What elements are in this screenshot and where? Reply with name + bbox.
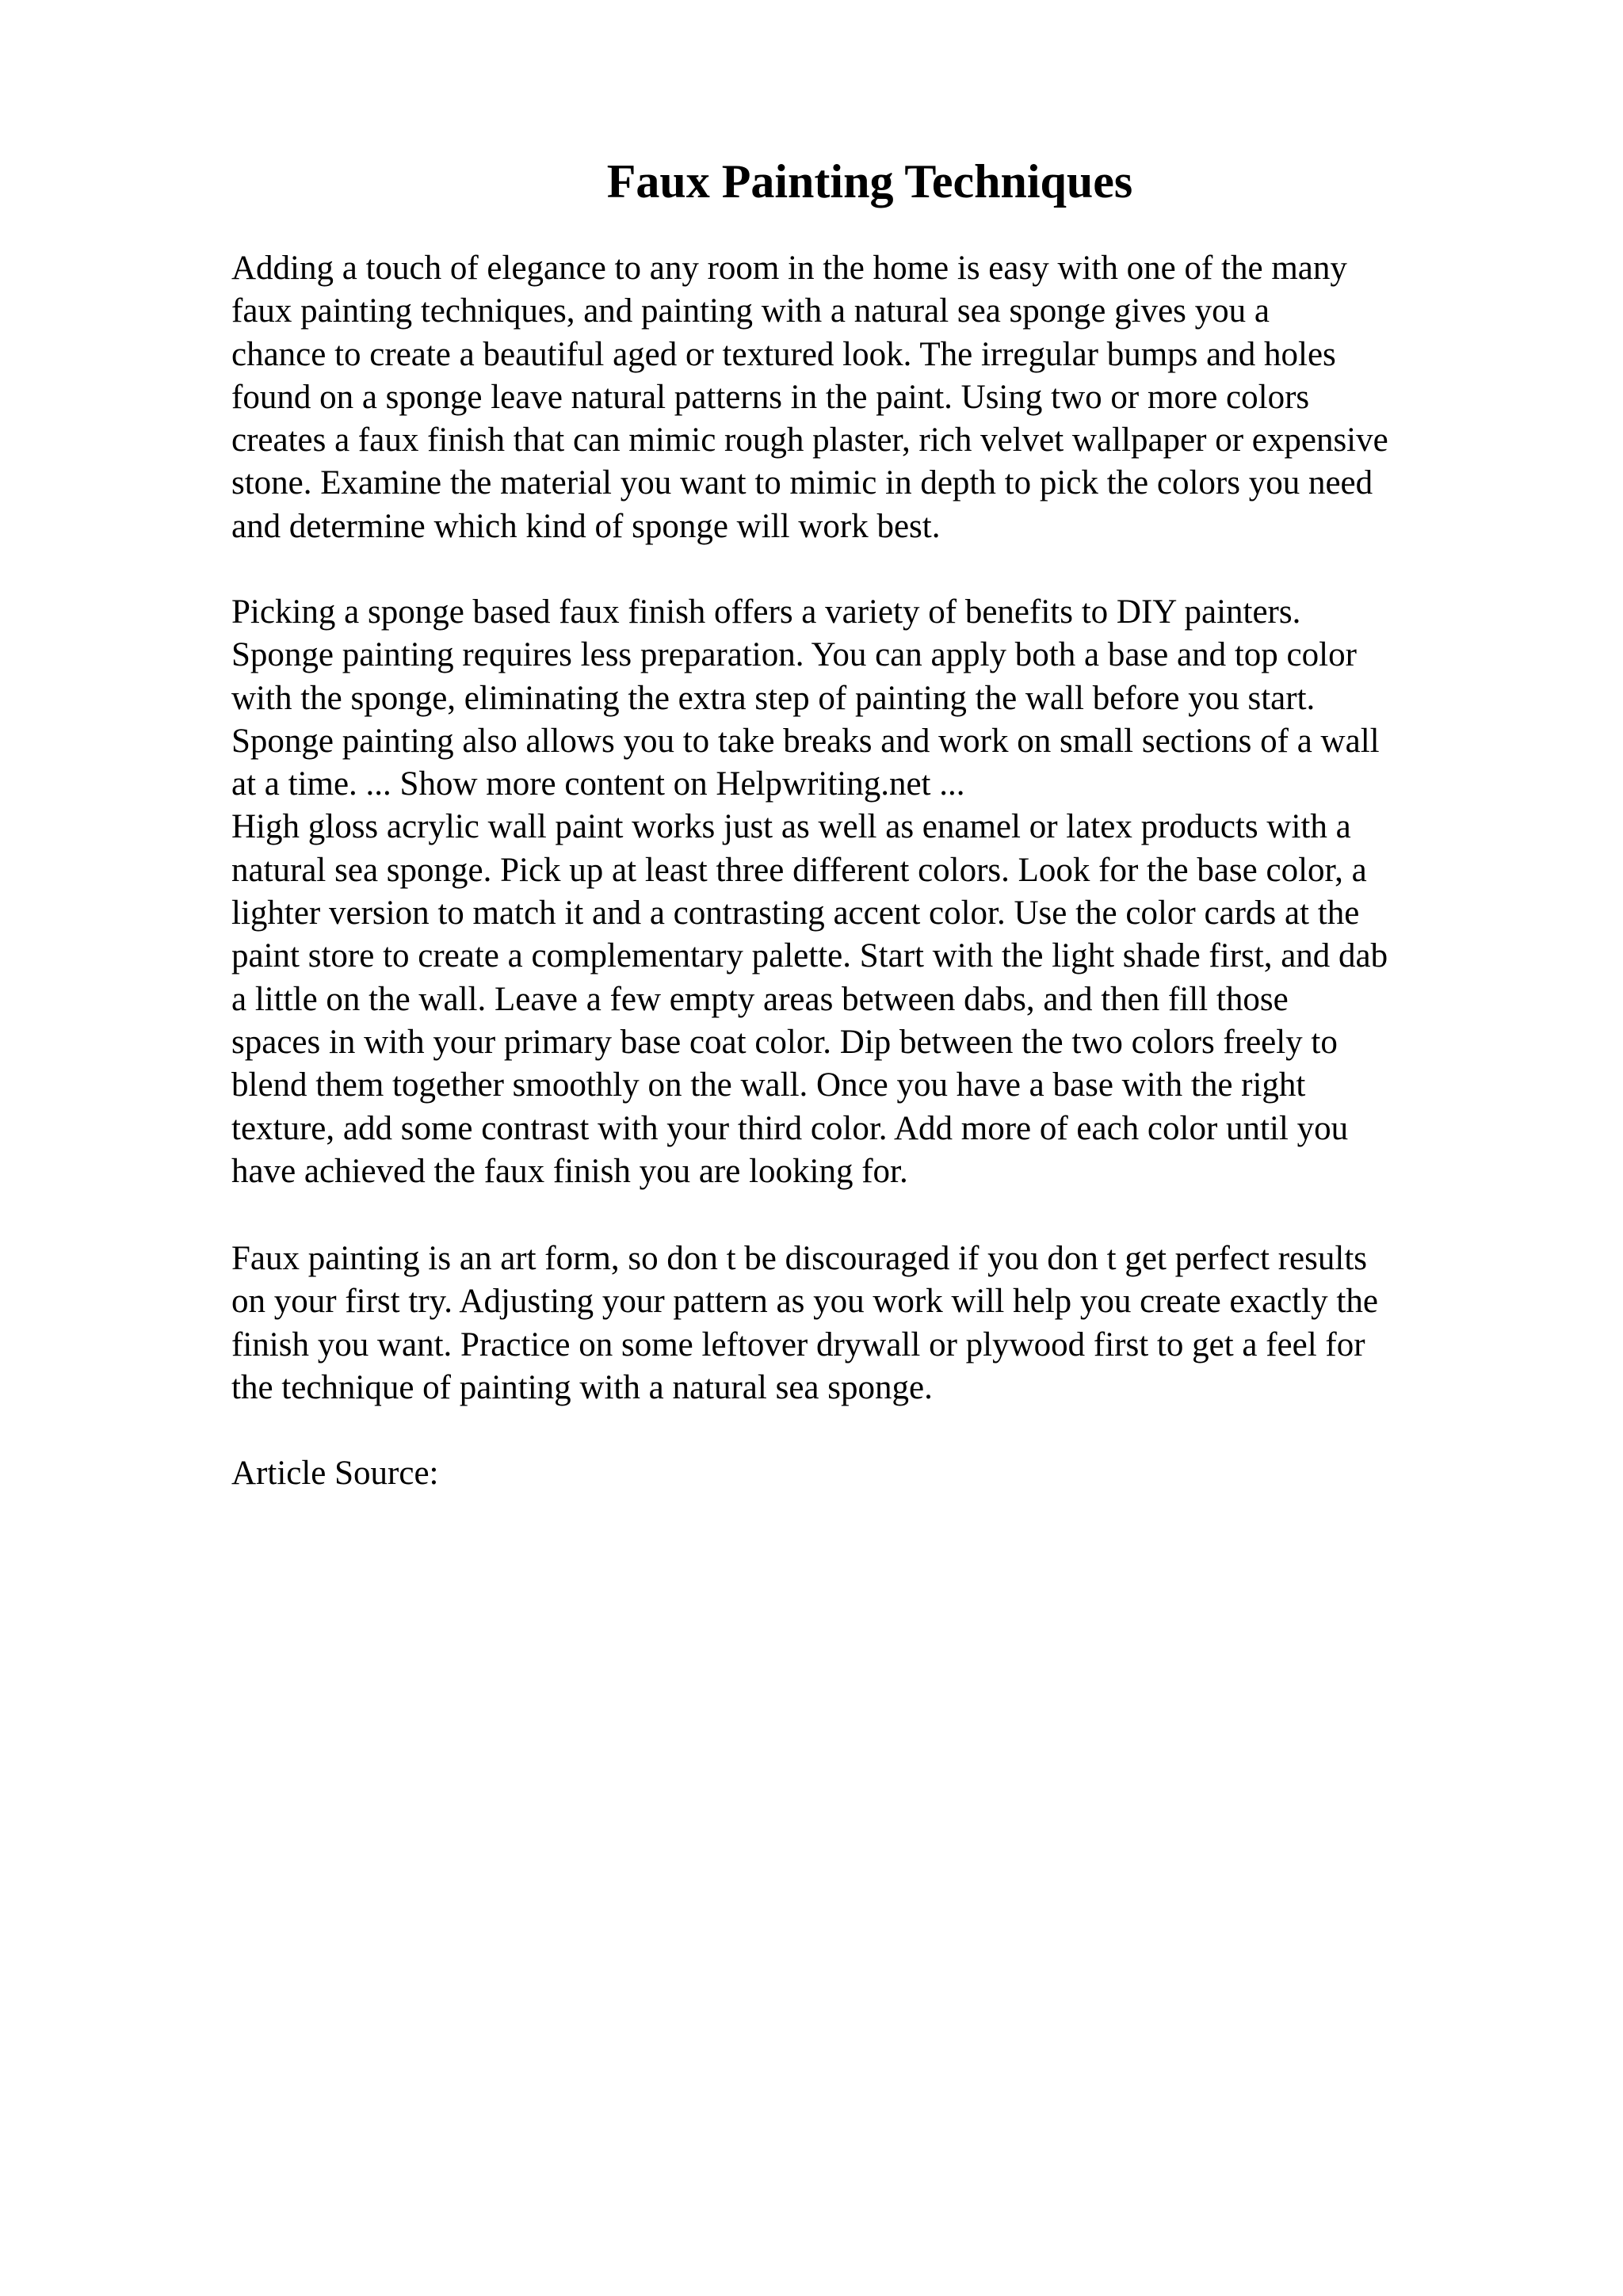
paragraph-intro [231,247,1531,548]
text-line: on your first try. Adjusting your pattern as you work will help you create exactly the [231,1283,1378,1321]
text-line: chance to create a beautiful aged or textured look. The irregular bumps and holes [231,335,1336,373]
text-line: stone. Examine the material you want to mimic in depth to pick the colors you need [231,464,1373,502]
text-line: Adding a touch of elegance to any room in the home is easy with one of the many [231,250,1347,287]
text-line: Sponge painting requires less preparation. You can apply both a base and top color [231,636,1357,674]
text-line: with the sponge, eliminating the extra step of painting the wall before you start. [231,679,1316,717]
text-line: Sponge painting also allows you to take breaks and work on small sections of a wall [231,722,1380,760]
article-source [231,1452,1531,1495]
text-line: texture, add some contrast with your third color. Add more of each color until you [231,1109,1349,1147]
article-source-label: Article Source: [231,1455,439,1492]
text-line: Faux painting is an art form, so don t be discouraged if you don t get perfect results [231,1240,1368,1277]
text-line: a little on the wall. Leave a few empty areas between dabs, and then fill those [231,980,1289,1018]
text-line: finish you want. Practice on some leftover drywall or plywood first to get a feel for [231,1325,1365,1363]
text-line: creates a faux finish that can mimic rough plaster, rich velvet wallpaper or expensive [231,421,1388,460]
page-title: Faux Painting Techniques [606,155,1133,208]
text-line: paint store to create a complementary palette. Start with the light shade first, and dab [231,937,1388,975]
text-line: the technique of painting with a natural sea sponge. [231,1368,933,1406]
paragraph-practice [231,1238,1531,1409]
text-line: blend them together smoothly on the wall. Once you have a base with the right [231,1066,1306,1104]
text-line: spaces in with your primary base coat color. Dip between the two colors freely to [231,1023,1338,1061]
text-line: natural sea sponge. Pick up at least three different colors. Look for the base color, a [231,851,1367,889]
text-line: have achieved the faux finish you are looking for. [231,1152,908,1190]
text-line: at a time. ... Show more content on Helpwriting.net ... [231,765,965,803]
text-line: found on a sponge leave natural patterns in the paint. Using two or more colors [231,378,1310,416]
text-line: faux painting techniques, and painting with a natural sea sponge gives you a [231,292,1270,330]
text-line: and determine which kind of sponge will work best. [231,507,941,545]
text-line: lighter version to match it and a contrasting accent color. Use the color cards at the [231,894,1360,933]
text-line: High gloss acrylic wall paint works just as well as enamel or latex products with a [231,808,1351,846]
paragraph-benefits [231,591,1531,1193]
text-line: Picking a sponge based faux finish offers a variety of benefits to DIY painters. [231,593,1301,631]
